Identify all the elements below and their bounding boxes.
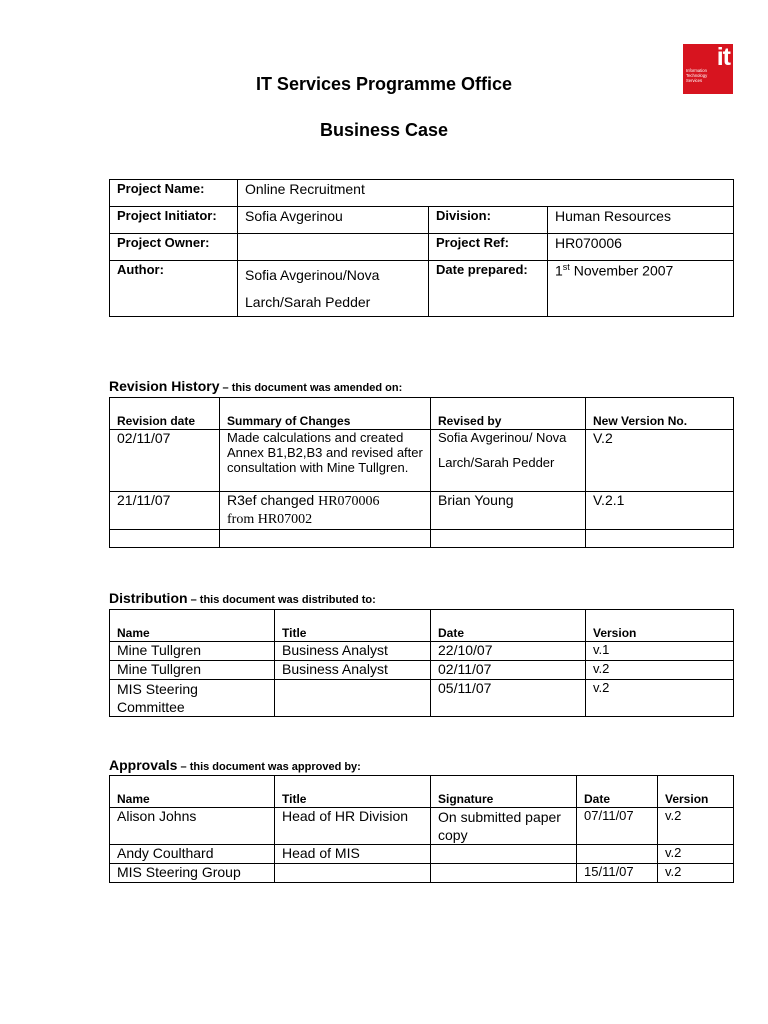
version-cell: v.2: [658, 864, 734, 883]
table-row: [110, 808, 734, 845]
version-cell: V.2.1: [586, 492, 734, 530]
approvals-heading: [109, 757, 361, 773]
date-rest: November 2007: [569, 262, 674, 279]
date-day: 1: [555, 262, 563, 279]
summary-ref: HR070006: [318, 494, 380, 509]
title-cell: Business Analyst: [275, 642, 431, 661]
section-title: Approvals: [109, 757, 178, 773]
column-header: Version: [658, 776, 734, 808]
empty-cell: [431, 530, 586, 548]
author-value: [238, 261, 429, 317]
project-name-value: Online Recruitment: [238, 180, 734, 207]
distribution-table: [109, 609, 734, 717]
section-title: Revision History: [109, 378, 220, 394]
table-row: [110, 642, 734, 661]
column-header: Title: [275, 610, 431, 642]
date-cell: 07/11/07: [577, 808, 658, 845]
document-title: Business Case: [319, 120, 449, 140]
summary-cell: [220, 492, 431, 530]
table-row: [110, 530, 734, 548]
author-label: Author:: [110, 261, 238, 317]
table-row: [110, 661, 734, 680]
version-cell: V.2: [586, 430, 734, 492]
revision-date-cell: 21/11/07: [110, 492, 220, 530]
project-ref-label: Project Ref:: [429, 234, 548, 261]
title-cell: [275, 680, 431, 717]
table-header-row: [110, 610, 734, 642]
table-row: [110, 492, 734, 530]
column-header: Revision date: [110, 398, 220, 430]
column-header: Name: [110, 776, 275, 808]
date-cell: 15/11/07: [577, 864, 658, 883]
revision-history-heading: [109, 378, 402, 394]
title-cell: Head of HR Division: [275, 808, 431, 845]
section-subtitle: – this document was amended on:: [219, 382, 403, 394]
column-header: New Version No.: [586, 398, 734, 430]
name-cell: Andy Coulthard: [110, 845, 275, 864]
revision-date-cell: 02/11/07: [110, 430, 220, 492]
column-header: Date: [577, 776, 658, 808]
column-header: Date: [431, 610, 586, 642]
revised-by-line: Sofia Avgerinou/ Nova: [438, 430, 567, 445]
date-cell: 02/11/07: [431, 661, 586, 680]
column-header: Title: [275, 776, 431, 808]
author-line: Larch/Sarah Pedder: [245, 294, 371, 310]
approvals-table: [109, 775, 734, 883]
summary-ref: from HR07002: [227, 512, 313, 527]
summary-cell: Made calculations and created Annex B1,B2,B3 and revised after consultation with Mine Tullgren.: [220, 430, 431, 492]
logo-line: Information: [686, 68, 707, 73]
section-subtitle: – this document was approved by:: [177, 761, 361, 773]
column-header: Version: [586, 610, 734, 642]
project-owner-value: [238, 234, 429, 261]
version-cell: v.2: [586, 661, 734, 680]
date-suffix: st: [562, 262, 570, 272]
section-subtitle: – this document was distributed to:: [187, 594, 376, 606]
table-row: [110, 680, 734, 717]
title-cell: [275, 864, 431, 883]
table-row: [110, 234, 734, 261]
table-row: [110, 180, 734, 207]
revised-by-line: Larch/Sarah Pedder: [438, 455, 555, 470]
version-cell: v.2: [658, 808, 734, 845]
empty-cell: [586, 530, 734, 548]
signature-cell: [431, 864, 577, 883]
title-cell: Head of MIS: [275, 845, 431, 864]
version-cell: v.2: [658, 845, 734, 864]
project-name-label: Project Name:: [110, 180, 238, 207]
table-row: [110, 430, 734, 492]
table-row: [110, 845, 734, 864]
project-initiator-value: Sofia Avgerinou: [238, 207, 429, 234]
date-cell: 05/11/07: [431, 680, 586, 717]
revised-by-cell: Brian Young: [431, 492, 586, 530]
name-cell: Alison Johns: [110, 808, 275, 845]
author-line: Sofia Avgerinou/Nova: [245, 267, 380, 283]
table-row: [110, 261, 734, 317]
division-label: Division:: [429, 207, 548, 234]
name-cell: Mine Tullgren: [110, 661, 275, 680]
version-cell: v.1: [586, 642, 734, 661]
version-cell: v.2: [586, 680, 734, 717]
column-header: Summary of Changes: [220, 398, 431, 430]
revised-by-cell: [431, 430, 586, 492]
date-prepared-value: [548, 261, 734, 317]
project-ref-value: HR070006: [548, 234, 734, 261]
name-cell: MIS Steering Committee: [110, 680, 275, 717]
logo-line: Services: [686, 78, 703, 83]
logo-line: Technology: [686, 73, 708, 78]
section-title: Distribution: [109, 590, 188, 606]
empty-cell: [110, 530, 220, 548]
revision-history-table: [109, 397, 734, 548]
office-title: IT Services Programme Office: [255, 74, 513, 94]
date-prepared-label: Date prepared:: [429, 261, 548, 317]
name-cell: Mine Tullgren: [110, 642, 275, 661]
column-header: Revised by: [431, 398, 586, 430]
logo-mark: it: [716, 43, 730, 71]
name-cell: MIS Steering Group: [110, 864, 275, 883]
summary-text: R3ef changed: [227, 492, 319, 508]
empty-cell: [220, 530, 431, 548]
date-cell: [577, 845, 658, 864]
project-details-table: [109, 179, 734, 317]
column-header: Signature: [431, 776, 577, 808]
title-cell: Business Analyst: [275, 661, 431, 680]
table-row: [110, 864, 734, 883]
table-header-row: [110, 398, 734, 430]
distribution-heading: [109, 590, 376, 606]
signature-cell: [431, 845, 577, 864]
signature-cell: On submitted paper copy: [431, 808, 577, 845]
table-row: [110, 207, 734, 234]
project-owner-label: Project Owner:: [110, 234, 238, 261]
division-value: Human Resources: [548, 207, 734, 234]
column-header: Name: [110, 610, 275, 642]
project-initiator-label: Project Initiator:: [110, 207, 238, 234]
table-header-row: [110, 776, 734, 808]
date-cell: 22/10/07: [431, 642, 586, 661]
